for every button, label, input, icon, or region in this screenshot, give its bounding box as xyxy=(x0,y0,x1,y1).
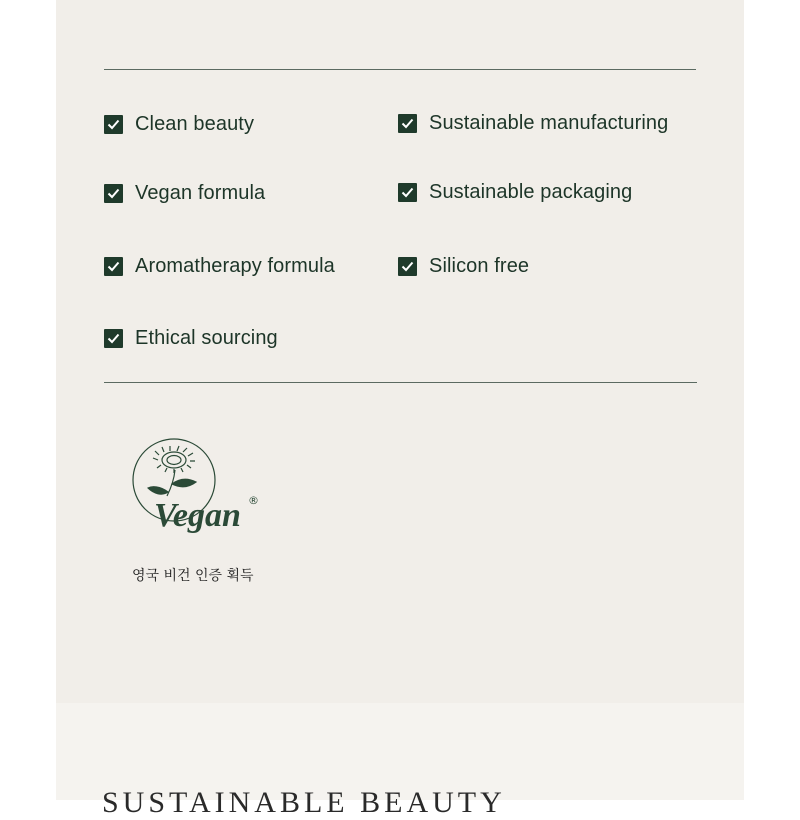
checkbox-checked-icon xyxy=(104,257,123,276)
feature-item-clean-beauty xyxy=(104,112,254,136)
feature-label: Ethical sourcing xyxy=(135,326,278,349)
feature-item-ethical-sourcing xyxy=(104,326,278,350)
checkbox-checked-icon xyxy=(398,183,417,202)
feature-label: Silicon free xyxy=(429,254,530,277)
checkbox-checked-icon xyxy=(104,115,123,134)
bottom-divider xyxy=(104,382,697,383)
feature-item-vegan-formula xyxy=(104,181,265,205)
features-panel xyxy=(56,0,744,703)
checkbox-checked-icon xyxy=(398,257,417,276)
sunflower-icon xyxy=(148,446,196,496)
checkbox-checked-icon xyxy=(398,114,417,133)
feature-item-sustainable-manufacturing xyxy=(398,111,668,135)
feature-item-aromatherapy-formula xyxy=(104,254,335,278)
section-heading: SUSTAINABLE BEAUTY xyxy=(102,786,506,819)
vegan-certification-logo xyxy=(128,434,264,546)
feature-label: Vegan formula xyxy=(135,181,266,204)
registered-mark: ® xyxy=(248,494,259,507)
feature-label: Sustainable packaging xyxy=(429,180,633,203)
feature-label: Aromatherapy formula xyxy=(135,254,335,277)
feature-label: Sustainable manufacturing xyxy=(429,111,669,134)
vegan-certification-caption: 영국 비건 인증 획득 xyxy=(132,568,254,584)
checkbox-checked-icon xyxy=(104,184,123,203)
feature-label: Clean beauty xyxy=(135,112,255,135)
logo-wordmark: Vegan xyxy=(154,497,241,534)
feature-item-silicon-free xyxy=(398,254,529,278)
feature-item-sustainable-packaging xyxy=(398,180,632,204)
top-divider xyxy=(104,69,696,70)
checkbox-checked-icon xyxy=(104,329,123,348)
